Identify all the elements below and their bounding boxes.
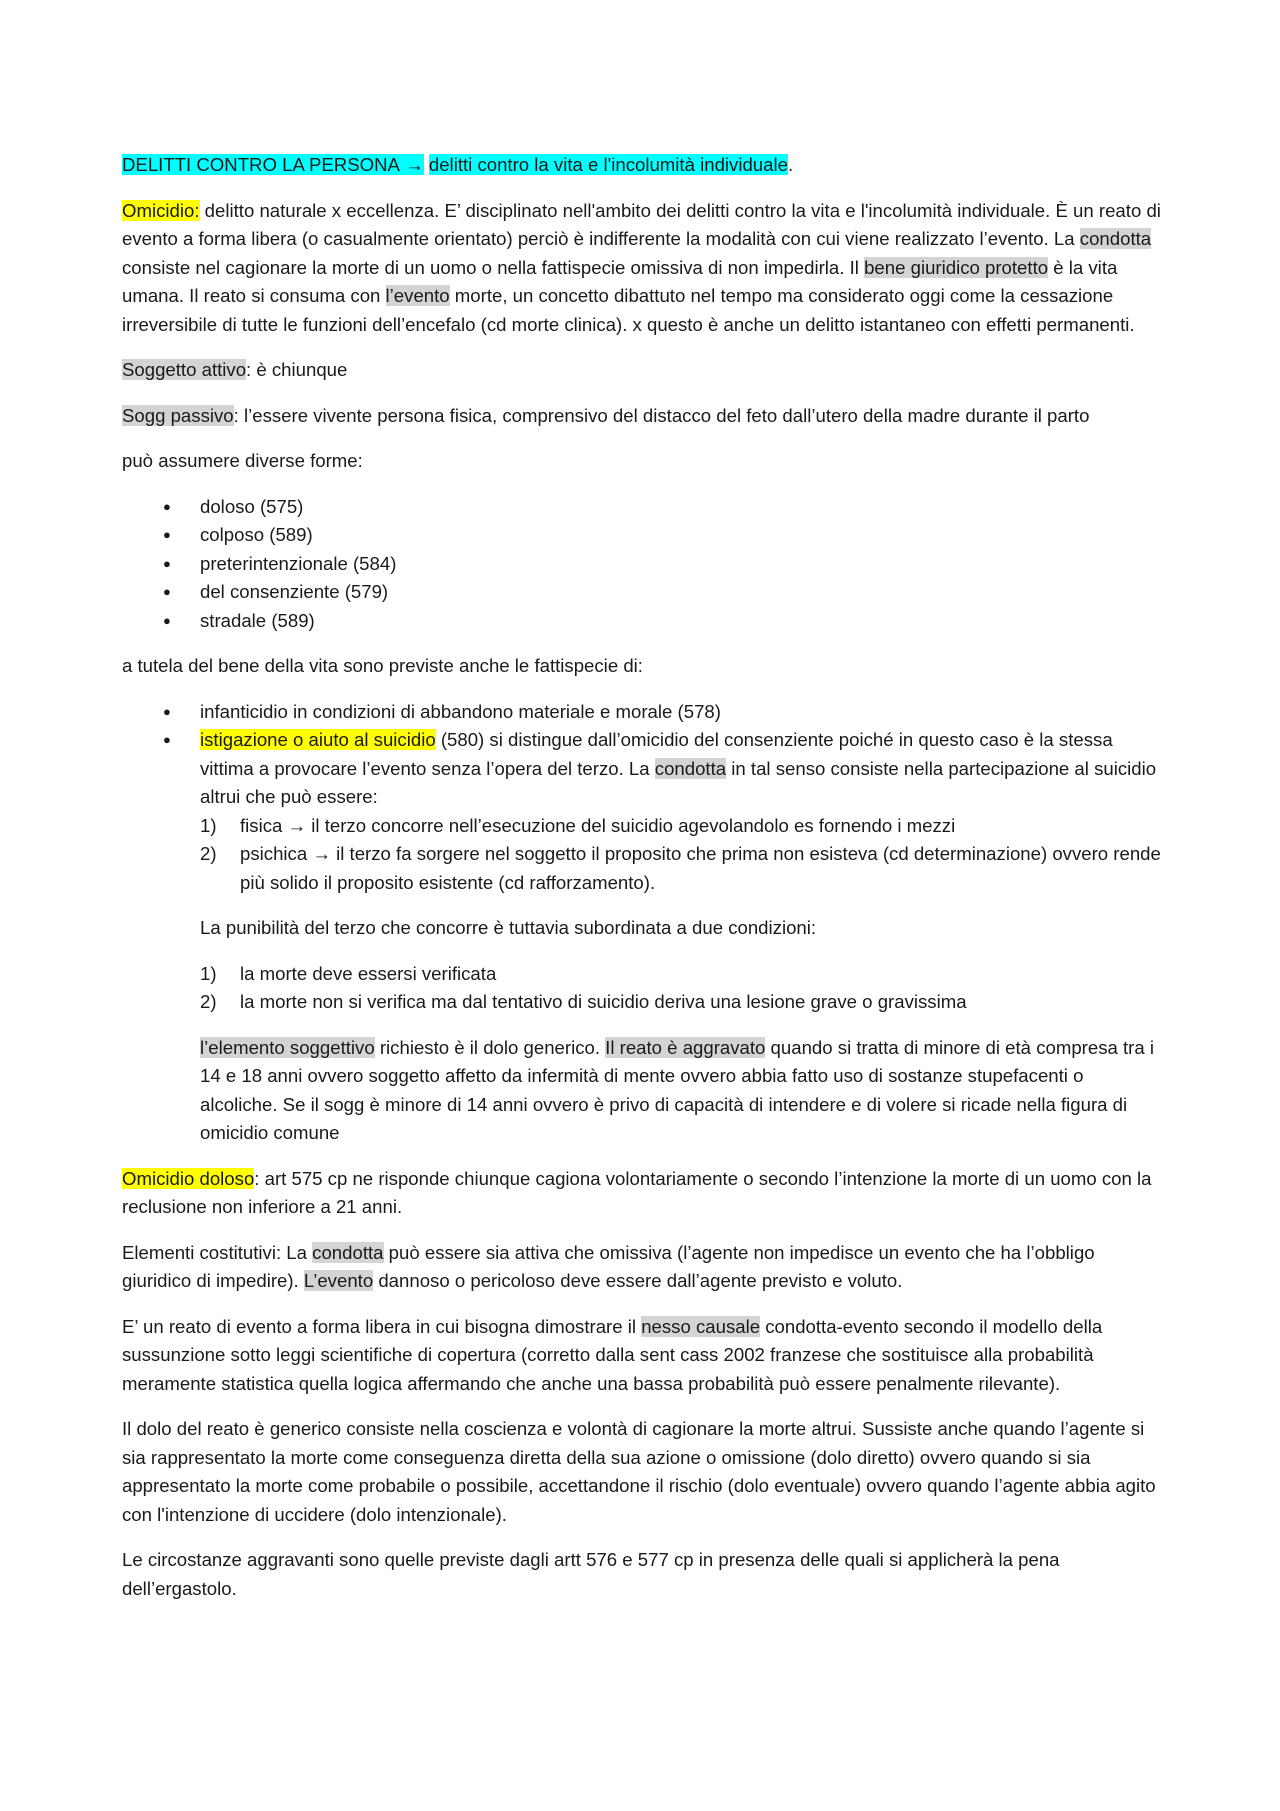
list-item: ● infanticidio in condizioni di abbandono materiale e morale (578) bbox=[122, 698, 1162, 727]
list-item: 1) fisica → il terzo concorre nell’esecuzione del suicidio agevolandolo es fornendo i mezzi bbox=[200, 814, 956, 836]
highlight-evento: l’evento bbox=[385, 285, 450, 306]
elementi-paragraph: Elementi costitutivi: La condotta può essere sia attiva che omissiva (l’agente non impedisce un evento che ha l’obbligo giuridico di impedire). L’evento dannoso o pericoloso deve essere dall’agente previsto e voluto. bbox=[122, 1241, 1095, 1291]
partecipazione-list bbox=[200, 812, 1162, 898]
istigazione-details bbox=[122, 914, 1162, 1148]
forme-list bbox=[122, 493, 1162, 636]
heading: DELITTI CONTRO LA PERSONA → delitti contro la vita e l'incolumità individuale. bbox=[122, 154, 794, 175]
condizioni-list bbox=[200, 960, 1162, 1017]
tutela-intro: a tutela del bene della vita sono previste anche le fattispecie di: bbox=[122, 655, 643, 676]
list-item: ● colposo (589) bbox=[122, 521, 1162, 550]
highlight-bene-giuridico: bene giuridico protetto bbox=[864, 256, 1049, 278]
heading-left: DELITTI CONTRO LA PERSONA bbox=[122, 154, 400, 175]
highlight-condotta: condotta bbox=[312, 1241, 384, 1263]
arrow-icon: → bbox=[312, 843, 331, 864]
istigazione-label: istigazione o aiuto al suicidio bbox=[200, 729, 436, 750]
punibilita-text: La punibilità del terzo che concorre è tuttavia subordinata a due condizioni: bbox=[200, 917, 817, 938]
sogg-passivo-label: Sogg passivo bbox=[122, 404, 234, 426]
list-item: 2) la morte non si verifica ma dal tentativo di suicidio deriva una lesione grave o gravissima bbox=[200, 991, 967, 1012]
arrow-icon: → bbox=[287, 814, 307, 836]
dolo-paragraph: Il dolo del reato è generico consiste nella coscienza e volontà di cagionare la morte altrui. Sussiste anche quando l’agente si sia rappresentato la morte come conseguenza diretta della sua azione o omissione (dolo diretto) ovvero quando si sia appresentato la morte come probabile o possibile, accettandone il rischio (dolo eventuale) ovvero quando l’agente abbia agito con l'intenzione di uccidere (dolo intenzionale). bbox=[122, 1418, 1156, 1525]
sogg-passivo-paragraph: Sogg passivo: l’essere vivente persona fisica, comprensivo del distacco del feto dall’utero della madre durante il parto bbox=[122, 404, 1090, 426]
highlight-elemento-soggettivo: l’elemento soggettivo bbox=[200, 1036, 375, 1058]
list-item: ● doloso (575) bbox=[122, 493, 1162, 522]
soggetto-attivo-paragraph: Soggetto attivo: è chiunque bbox=[122, 359, 348, 380]
list-item: ● preterintenzionale (584) bbox=[122, 550, 1162, 579]
list-item: 1) la morte deve essersi verificata bbox=[200, 962, 497, 984]
highlight-condotta: condotta bbox=[654, 757, 727, 779]
list-item: ● stradale (589) bbox=[122, 607, 1162, 636]
forme-intro: può assumere diverse forme: bbox=[122, 450, 363, 471]
nesso-paragraph: E’ un reato di evento a forma libera in cui bisogna dimostrare il nesso causale condotta-evento secondo il modello della sussunzione sotto leggi scientifiche di copertura (corretto dalla sent cass 2002 franzese che sostituisce alla probabilità meramente statistica quella logica affermando che anche una bassa probabilità può essere penalmente rilevante). bbox=[122, 1315, 1103, 1394]
highlight-reato-aggravato: Il reato è aggravato bbox=[605, 1036, 766, 1058]
elemento-soggettivo-paragraph: l’elemento soggettivo richiesto è il dolo generico. Il reato è aggravato quando si tratta di minore di età compresa tra i 14 e 18 anni ovvero soggetto affetto da infermità di mente ovvero abbia fatto uso di sostanze stupefacenti o alcoliche. Se il sogg è minore di 14 anni ovvero è privo di capacità di intendere e di volere si ricade nella figura di omicidio comune bbox=[200, 1036, 1154, 1143]
highlight-condotta: condotta bbox=[1079, 228, 1152, 249]
highlight-evento: L’evento bbox=[303, 1270, 374, 1291]
omicidio-doloso-paragraph: Omicidio doloso: art 575 cp ne risponde chiunque cagiona volontariamente o secondo l’intenzione la morte di un uomo con la reclusione non inferiore a 21 anni. bbox=[122, 1167, 1152, 1217]
omicidio-label: Omicidio: bbox=[122, 199, 200, 221]
list-item: ● del consenziente (579) bbox=[122, 578, 1162, 607]
heading-right: delitti contro la vita e l'incolumità individuale bbox=[428, 154, 788, 175]
circostanze-paragraph: Le circostanze aggravanti sono quelle previste dagli artt 576 e 577 cp in presenza delle quali si applicherà la pena dell’ergastolo. bbox=[122, 1549, 1060, 1599]
fattispecie-list bbox=[122, 698, 1162, 898]
highlight-nesso-causale: nesso causale bbox=[641, 1315, 761, 1337]
arrow-icon: → bbox=[405, 154, 424, 175]
omicidio-paragraph: Omicidio: delitto naturale x eccellenza. E’ disciplinato nell'ambito dei delitti contro la vita e l'incolumità individuale. È un reato di evento a forma libera (o casualmente orientato) perciò è indifferente la modalità con cui viene realizzato l’evento. La condotta consiste nel cagionare la morte di un uomo o nella fattispecie omissiva di non impedirla. Il bene giuridico protetto è la vita umana. Il reato si consuma con l’evento morte, un concetto dibattuto nel tempo ma considerato oggi come la cessazione irreversibile di tutte le funzioni dell’encefalo (cd morte clinica). x questo è anche un delitto istantaneo con effetti permanenti. bbox=[122, 199, 1161, 335]
list-item: 2) psichica → il terzo fa sorgere nel soggetto il proposito che prima non esisteva (cd determinazione) ovvero rende più solido il proposito esistente (cd rafforzamento). bbox=[200, 843, 1161, 893]
omicidio-doloso-label: Omicidio doloso bbox=[122, 1167, 255, 1189]
soggetto-attivo-label: Soggetto attivo bbox=[122, 359, 247, 380]
list-item-istigazione: ● istigazione o aiuto al suicidio (580) si distingue dall’omicidio del consenziente poiché in questo caso è la stessa vittima a provocare l’evento senza l’opera del terzo. La condotta in tal senso consiste nella partecipazione al suicidio altrui che può essere: 1) fisica → il terzo concorre nell’esecuzione del suicidio agevolandolo es fornendo i mezzi 2) psichica → il terzo fa sorgere nel soggetto il proposito che prima non esisteva (cd determinazione) ovvero rende più solido il proposito esistente (cd rafforzamento). bbox=[122, 726, 1162, 897]
